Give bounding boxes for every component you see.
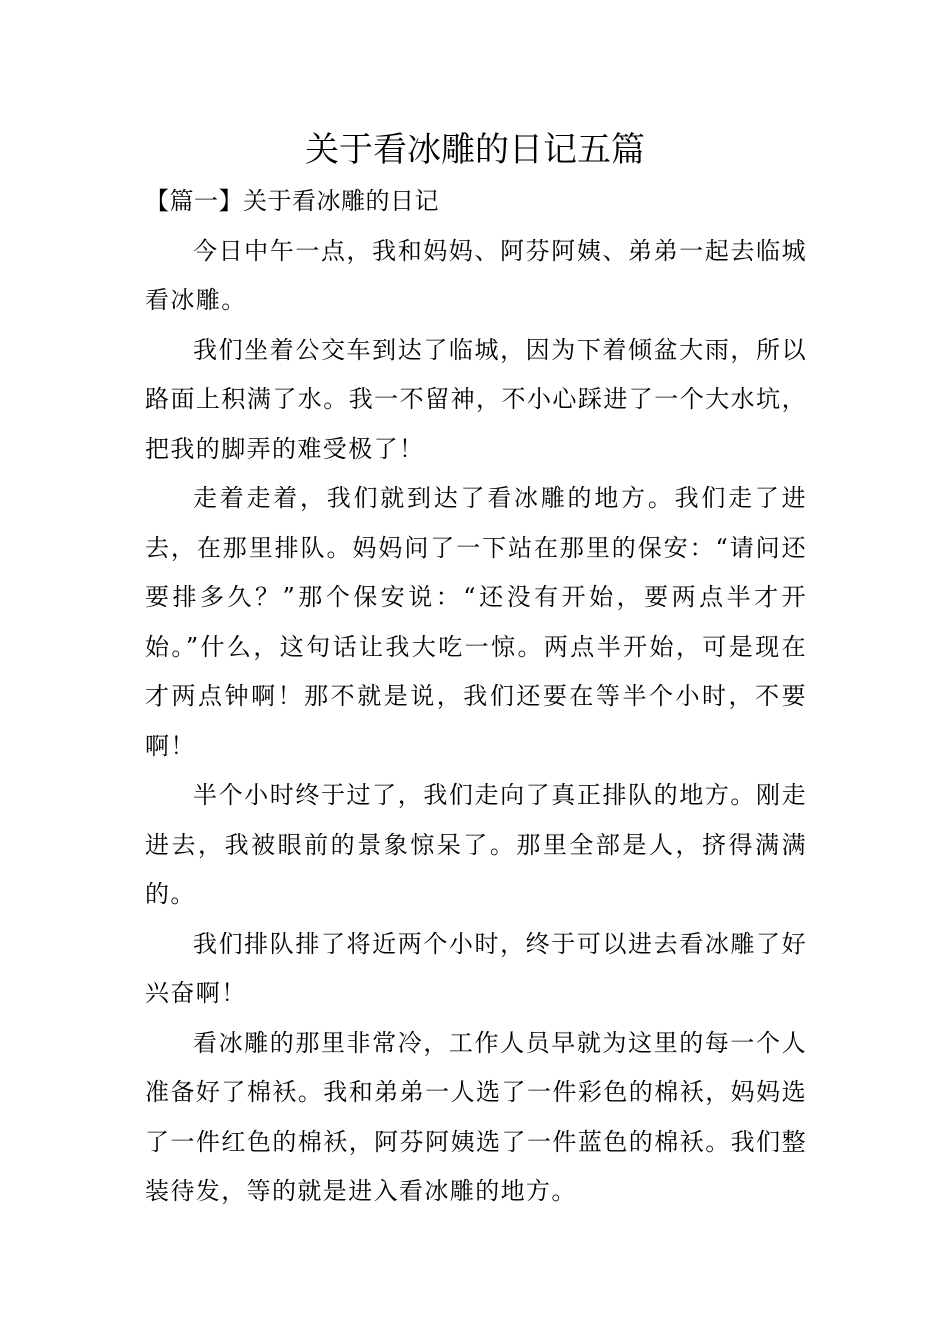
paragraph: 走着走着，我们就到达了看冰雕的地方。我们走了进去，在那里排队。妈妈问了一下站在那里的保安：“请问还要排多久？”那个保安说：“还没有开始，要两点半才开始。”什么，这句话让我大吃一惊。两点半开始，可是现在才两点钟啊！那不就是说，我们还要在等半个小时，不要啊！ [145,484,807,760]
document-body [145,177,807,1217]
section-heading: 【篇一】关于看冰雕的日记 [145,187,439,215]
paragraph: 看冰雕的那里非常冷，工作人员早就为这里的每一个人准备好了棉袄。我和弟弟一人选了一件彩色的棉袄，妈妈选了一件红色的棉袄，阿芬阿姨选了一件蓝色的棉袄。我们整装待发，等的就是进入看冰雕的地方。 [145,1028,807,1205]
paragraph: 我们排队排了将近两个小时，终于可以进去看冰雕了好兴奋啊！ [145,929,807,1007]
paragraph: 我们坐着公交车到达了临城，因为下着倾盆大雨，所以路面上积满了水。我一不留神，不小心踩进了一个大水坑，把我的脚弄的难受极了！ [145,335,807,463]
document-title: 关于看冰雕的日记五篇 [305,130,645,170]
paragraph: 今日中午一点，我和妈妈、阿芬阿姨、弟弟一起去临城看冰雕。 [145,236,807,314]
paragraph: 半个小时终于过了，我们走向了真正排队的地方。刚走进去，我被眼前的景象惊呆了。那里全部是人，挤得满满的。 [145,781,807,908]
